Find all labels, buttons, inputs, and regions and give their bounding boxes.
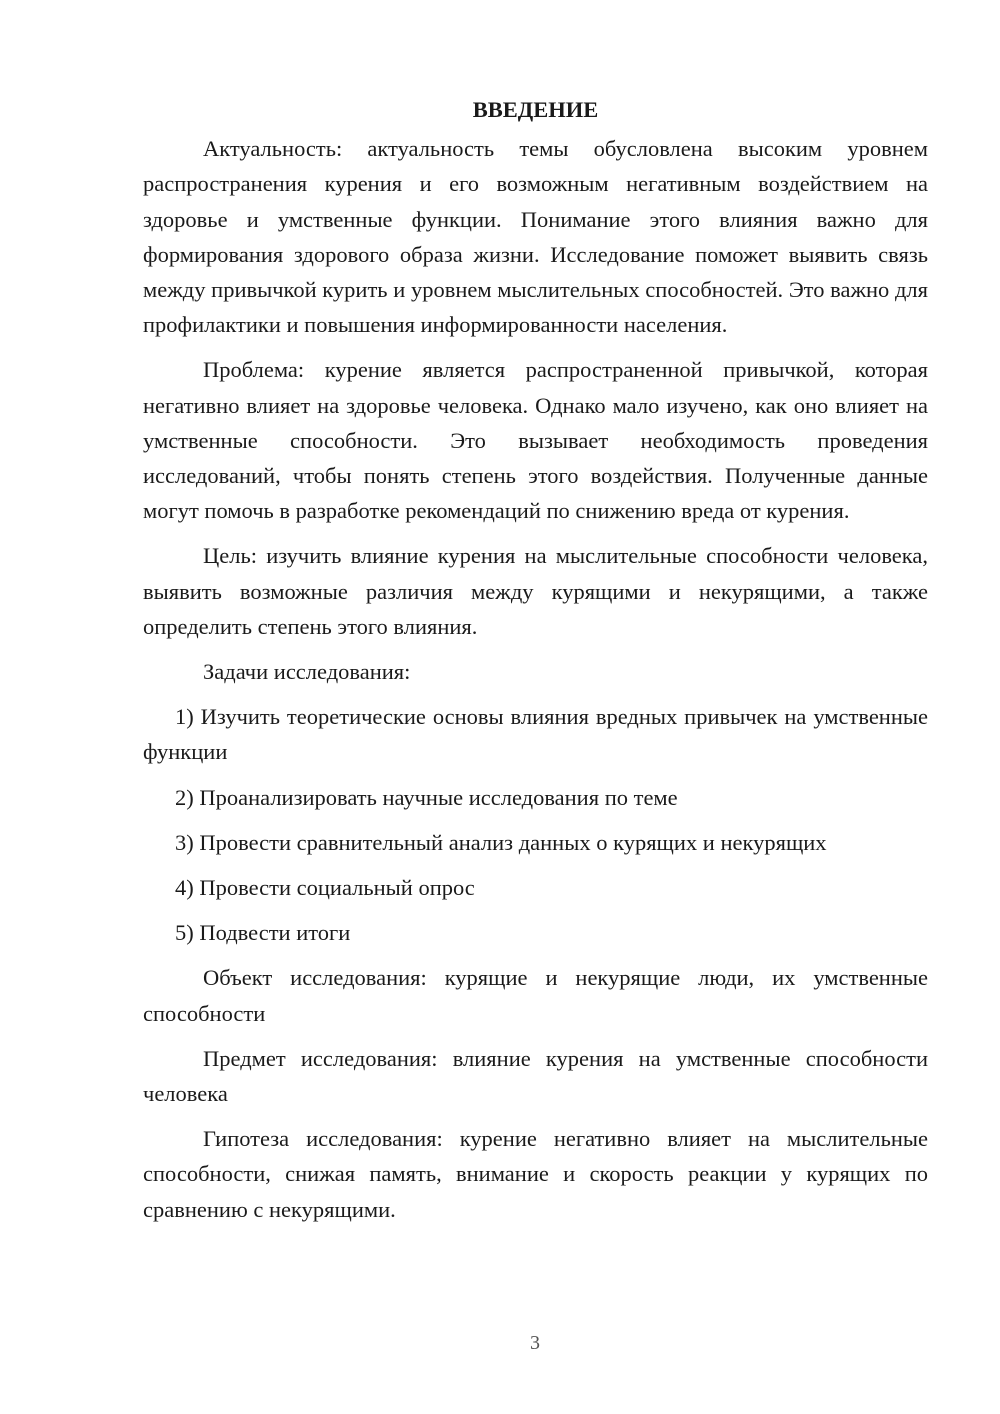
goal-paragraph: Цель: изучить влияние курения на мыслительные способности человека, выявить возможные различия между курящими и некурящими, а также определить степень этого влияния. — [143, 543, 928, 639]
section-title: ВВЕДЕНИЕ — [472, 97, 599, 122]
relevance-paragraph: Актуальность: актуальность темы обусловлена высоким уровнем распространения курения и его возможным негативным воздействием на здоровье и умственные функции. Понимание этого влияния важно для формирования здорового образа жизни. Исследование поможет выявить связь между привычкой курить и уровнем мыслительных способностей. Это важно для профилактики и повышения информированности населения. — [143, 136, 928, 338]
document-page — [143, 92, 928, 1237]
task-item: 4) Провести социальный опрос — [175, 875, 475, 901]
object-paragraph: Объект исследования: курящие и некурящие люди, их умственные способности — [143, 965, 928, 1026]
task-item: 2) Проанализировать научные исследования по теме — [175, 784, 678, 810]
subject-paragraph: Предмет исследования: влияние курения на умственные способности человека — [143, 1045, 928, 1107]
problem-paragraph: Проблема: курение является распространенной привычкой, которая негативно влияет на здоровье человека. Однако мало изучено, как оно влияет на умственные способности. Это вызывает необходимость проведения исследований, чтобы понять степень этого воздействия. Полученные данные могут помочь в разработке рекомендаций по снижению вреда от курения. — [143, 357, 928, 524]
hypothesis-paragraph: Гипотеза исследования: курение негативно влияет на мыслительные способности, снижая память, внимание и скорость реакции у курящих по сравнению с некурящими. — [143, 1126, 928, 1222]
task-item: 1) Изучить теоретические основы влияния вредных привычек на умственные функции — [143, 704, 928, 765]
task-item: 3) Провести сравнительный анализ данных о курящих и некурящих — [175, 829, 827, 855]
page-number: 3 — [530, 1332, 540, 1354]
tasks-heading: Задачи исследования: — [203, 659, 411, 685]
task-item: 5) Подвести итоги — [175, 920, 351, 946]
